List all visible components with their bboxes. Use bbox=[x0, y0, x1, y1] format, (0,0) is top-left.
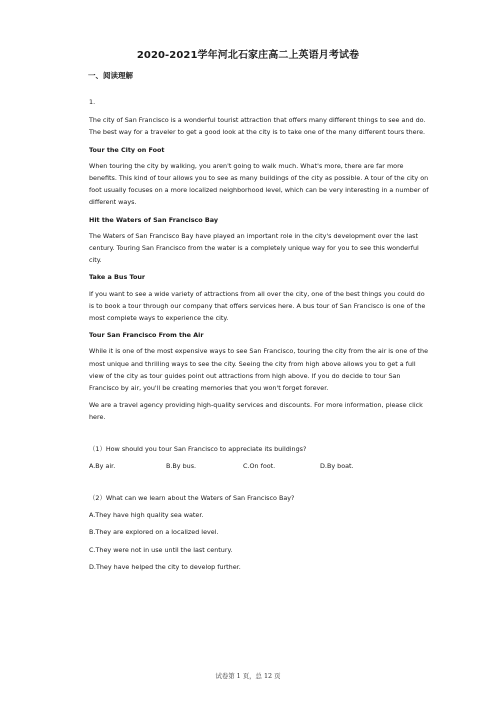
heading-foot-tour: Tour the City on Foot bbox=[89, 145, 165, 154]
q2-option-a: A.They have high quality sea water. bbox=[89, 511, 204, 520]
bus-tour-paragraph: If you want to see a wide variety of attractions from all over the city, one of the best things you could do is to book a tour through our company that offers services here. A bus tour of San Francisco is one of the most complete ways to experience the city. bbox=[89, 289, 426, 323]
question-1-options bbox=[89, 460, 429, 472]
air-tour-paragraph: While it is one of the most expensive ways to see San Francisco, touring the city from the air is one of the most unique and thrilling ways to see the city. Seeing the city from high above allows you to get a full view of the city as tour guides point out attractions from high above. If you do decide to tour San Francisco by air, you'll be creating memories that you won't forget forever. bbox=[89, 347, 429, 393]
page-title: 2020-2021学年河北石家庄高二上英语月考试卷 bbox=[136, 50, 360, 61]
question-2-stem: （2）What can we learn about the Waters of San Francisco Bay? bbox=[89, 494, 295, 503]
page-footer: 试卷第 1 页，总 12 页 bbox=[215, 672, 281, 680]
reading-passage bbox=[89, 96, 429, 578]
heading-air-tour: Tour San Francisco From the Air bbox=[89, 331, 204, 340]
question-number: 1. bbox=[89, 98, 96, 106]
heading-bus-tour: Take a Bus Tour bbox=[89, 273, 146, 282]
q1-option-b: B.By bus. bbox=[166, 461, 197, 470]
q2-option-c: C.They were not in use until the last century. bbox=[89, 545, 233, 554]
q2-option-d: D.They have helped the city to develop further. bbox=[89, 562, 241, 571]
foot-tour-paragraph: When touring the city by walking, you aren't going to walk much. What's more, there are far more benefits. This kind of tour allows you to see as many buildings of the city as possible. A tour of the city on foot usually focuses on a more localized neighborhood level, which can be very interesting in a number of different ways. bbox=[89, 161, 429, 207]
heading-bay-tour: Hit the Waters of San Francisco Bay bbox=[89, 215, 219, 224]
question-1-stem: （1）How should you tour San Francisco to appreciate its buildings? bbox=[89, 444, 307, 453]
agency-paragraph: We are a travel agency providing high-quality services and discounts. For more information, please click here. bbox=[89, 401, 423, 422]
bay-tour-paragraph: The Waters of San Francisco Bay have played an important role in the city's development over the last century. Touring San Francisco from the water is a completely unique way for you to see this wonderful city. bbox=[89, 231, 419, 265]
q1-option-d: D.By boat. bbox=[320, 461, 354, 470]
q1-option-a: A.By air. bbox=[89, 461, 116, 470]
q1-option-c: C.On foot. bbox=[243, 461, 276, 470]
q2-option-b: B.They are explored on a localized level. bbox=[89, 528, 219, 537]
intro-paragraph: The city of San Francisco is a wonderful tourist attraction that offers many different things to see and do. The best way for a traveler to get a good look at the city is to take one of the many different tours there. bbox=[89, 116, 426, 137]
section-heading: 一、阅读理解 bbox=[88, 71, 133, 80]
